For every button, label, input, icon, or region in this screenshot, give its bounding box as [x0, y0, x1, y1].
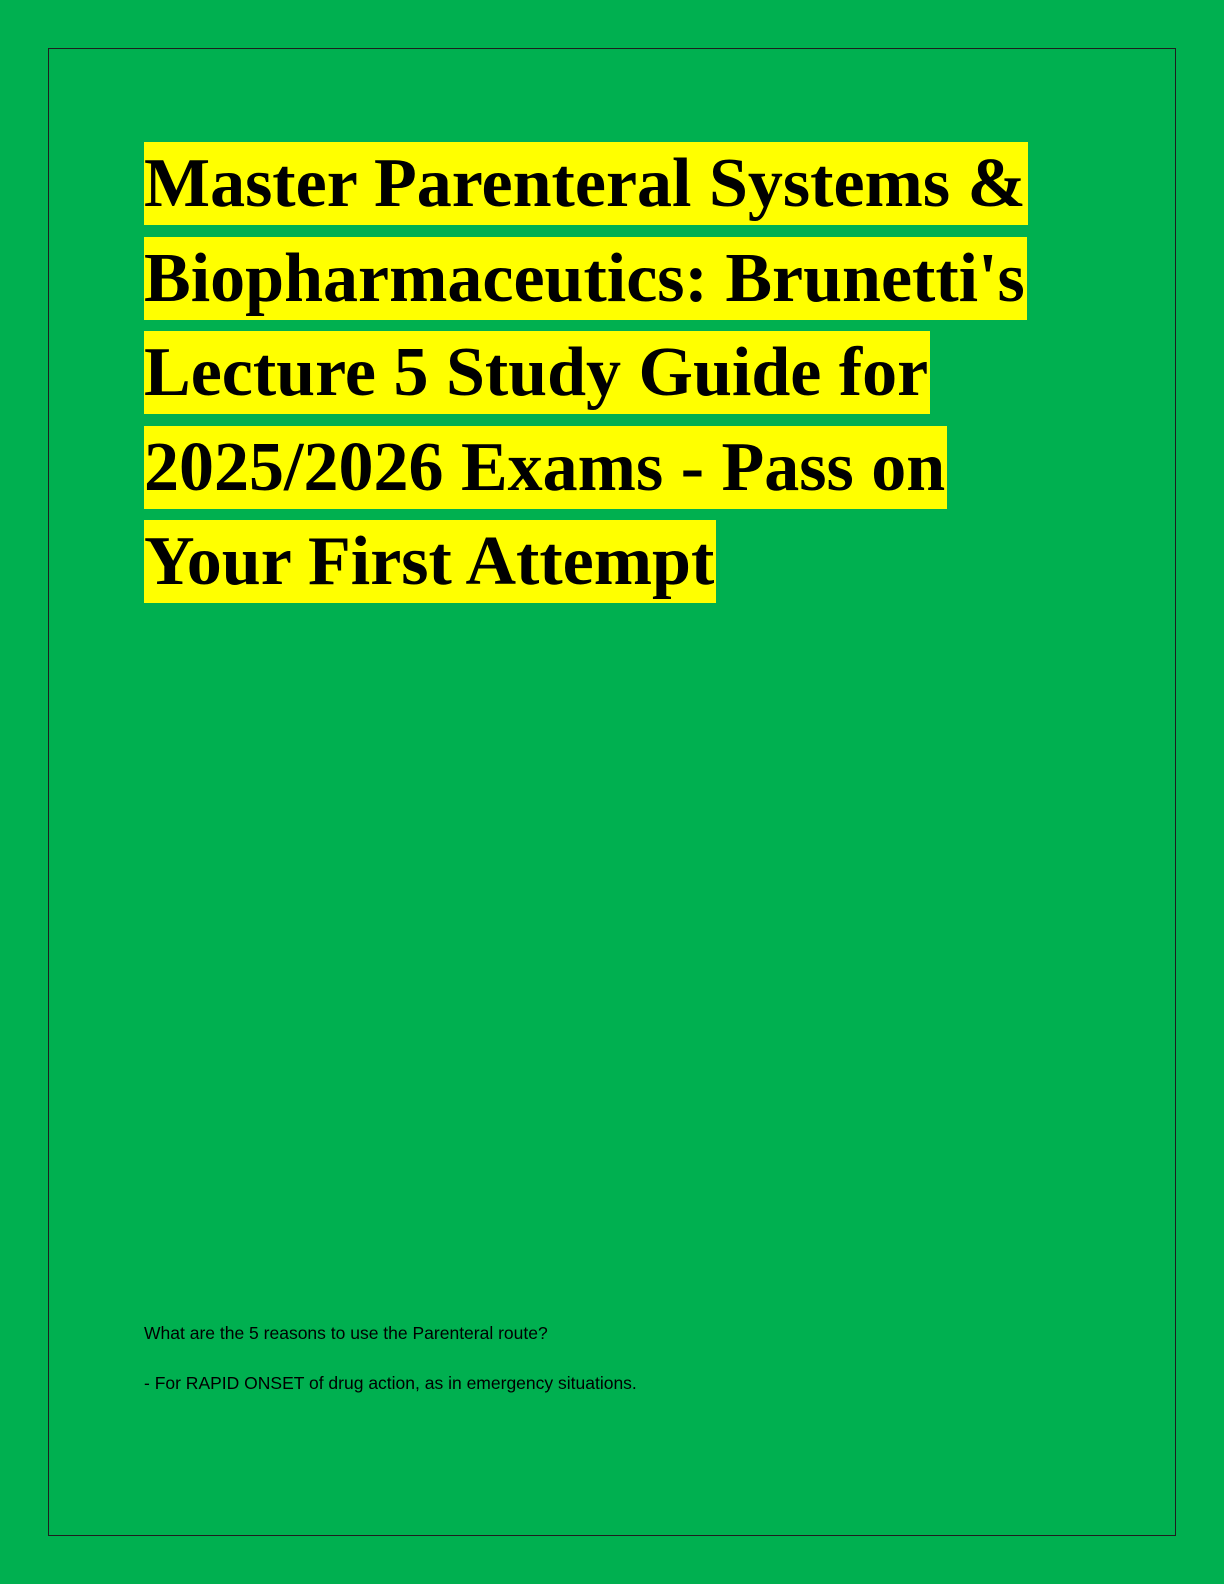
title-line-text: Your First Attempt — [144, 520, 716, 603]
title-line — [144, 520, 1084, 615]
question-text: What are the 5 reasons to use the Parenteral route? — [144, 1323, 548, 1343]
title-line-text: Lecture 5 Study Guide for — [144, 331, 930, 414]
title-line — [144, 331, 1084, 426]
title-line-text: 2025/2026 Exams - Pass on — [144, 426, 947, 509]
title-line — [144, 142, 1084, 237]
title-line — [144, 237, 1084, 332]
title-line — [144, 426, 1084, 521]
title-line-text: Biopharmaceutics: Brunetti's — [144, 237, 1027, 320]
document-title — [144, 142, 1084, 615]
title-line-text: Master Parenteral Systems & — [144, 142, 1028, 225]
answer-text: - For RAPID ONSET of drug action, as in emergency situations. — [144, 1373, 637, 1393]
